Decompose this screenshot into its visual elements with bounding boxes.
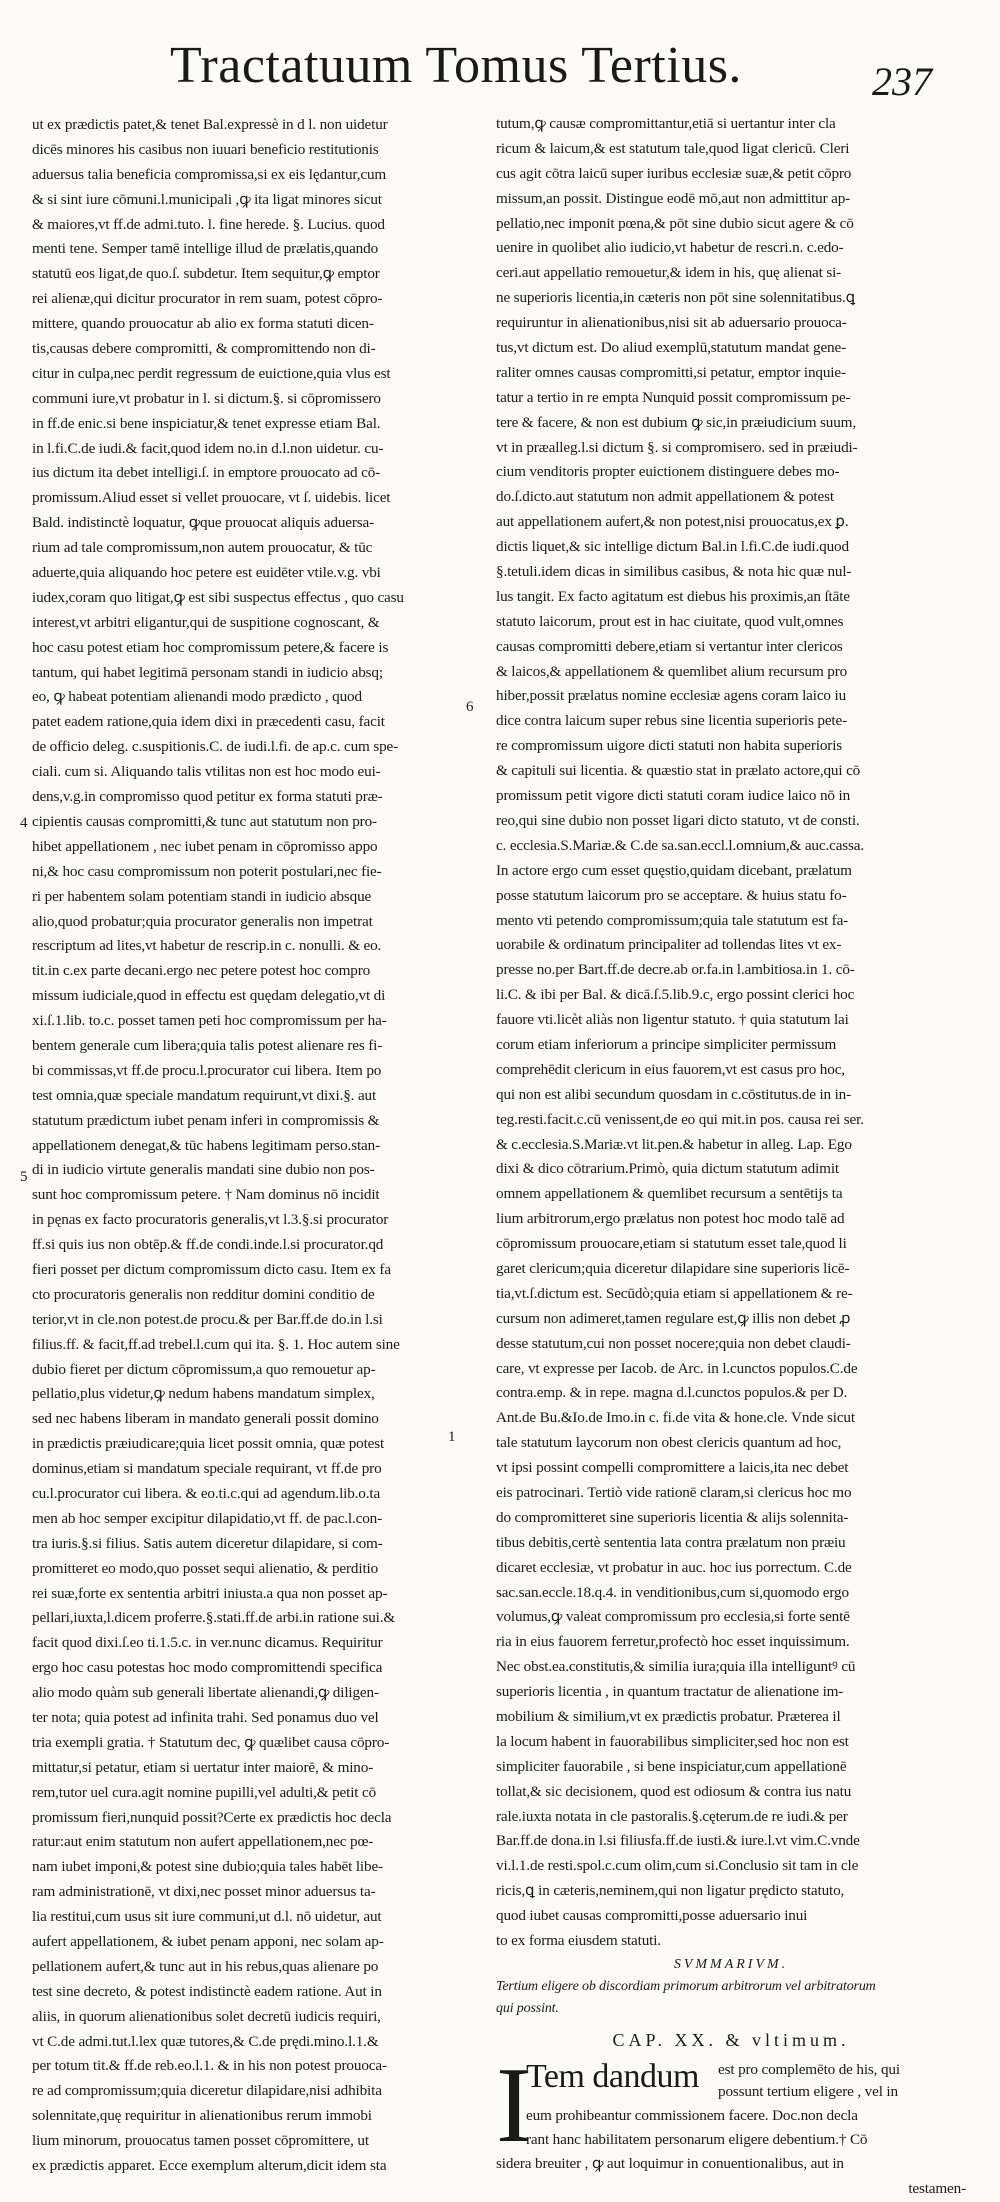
text-line: filius.ff. & facit,ff.ad trebel.l.cum qui ita. §. 1. Hoc autem sine bbox=[32, 1335, 400, 1353]
text-line: do compromitteret sine superioris licentia & alijs solennita- bbox=[496, 1508, 849, 1526]
text-line: citur in culpa,nec perdit regressum de euictione,quia vlus est bbox=[32, 364, 391, 382]
text-line: di in iudicio virtute generalis mandati sine dubio non pos- bbox=[32, 1161, 375, 1179]
text-line: tria exempli gratia. † Statutum dec, ꝙ quælibet causa cōpro- bbox=[32, 1733, 390, 1751]
text-line: tibus debitis,certè sententia lata contra prælatum non præiu bbox=[496, 1533, 846, 1551]
text-line: iudex,coram quo litigat,ꝙ est sibi suspectus effectus , quo casu bbox=[32, 588, 404, 606]
opening-line: rant hanc habilitatem personarum eligere debentium.† Cō bbox=[526, 2130, 868, 2148]
text-line: ex prædictis apparet. Ecce exemplum alterum,dicit idem sta bbox=[32, 2157, 387, 2175]
text-line: promissum fieri,nunquid possit?Certe ex prædictis hoc decla bbox=[32, 1808, 392, 1826]
text-line: requiruntur in alienationibus,nisi sit ab aduersario prouoca- bbox=[496, 314, 847, 332]
text-line: in l.fi.C.de iudi.& facit,quod idem no.in d.l.non uidetur. cu- bbox=[32, 439, 384, 457]
text-line: interest,vt arbitri eligantur,qui de suspitione cognoscant, & bbox=[32, 613, 380, 631]
text-line: menti tene. Semper tamē intellige illud de prælatis,quando bbox=[32, 240, 379, 258]
text-line: pellatio,nec imponit pœna,& pōt sine dubio sicut agere & cō bbox=[496, 214, 854, 232]
text-line: in pęnas ex facto procuratoris generalis,vt l.3.§.si procurator bbox=[32, 1211, 389, 1229]
text-line: & laicos,& appellationem & quemlibet alium recursum pro bbox=[496, 662, 848, 680]
text-line: rium ad tale compromissum,non autem prouocatur, & tūc bbox=[32, 539, 373, 557]
text-line: la locum habent in fauorabilibus simpliciter,sed hoc non est bbox=[496, 1732, 849, 1750]
text-line: c. ecclesia.S.Mariæ.& C.de sa.san.eccl.l.omnium,& auc.cassa. bbox=[496, 836, 865, 854]
text-line: aduerte,quia aliquando hoc petere est euidēter vtile.v.g. vbi bbox=[32, 564, 381, 582]
text-line: & maiores,vt ff.de admi.tuto. l. fine herede. §. Lucius. quod bbox=[32, 215, 385, 233]
text-line: eo, ꝙ habeat potentiam alienandi modo prædicto , quod bbox=[32, 688, 362, 706]
text-line: promitteret eo modo,quo posset sequi alienatio, & perditio bbox=[32, 1559, 379, 1577]
text-line: tale statutum laycorum non obest clericis quantum ad hoc, bbox=[496, 1434, 842, 1452]
text-line: Nec obst.ea.constitutis,& similia iura;quia illa intelliguntꝰ cū bbox=[496, 1658, 856, 1676]
text-line: raliter omnes causas compromitti,si petatur, emptor inquie- bbox=[496, 363, 846, 381]
text-line: bi commissas,vt ff.de procu.l.procurator cui libera. Item po bbox=[32, 1061, 382, 1079]
text-line: re ad compromissum;quia diceretur dilapidare,nisi adhibita bbox=[32, 2082, 382, 2100]
text-line: terior,vt in cle.non potest.de procu.& per Bar.ff.de do.in l.si bbox=[32, 1310, 383, 1328]
text-line: tit.in c.ex parte decani.ergo nec petere potest hoc compro bbox=[32, 962, 371, 980]
text-line: appellationem denegat,& tūc habens legitimam perso.stan- bbox=[32, 1136, 380, 1154]
text-line: bentem generale cum libera;quia talis potest alienare res fi- bbox=[32, 1036, 383, 1054]
text-line: aduersus talia beneficia compromissa,si ex eis lędantur,cum bbox=[32, 165, 387, 183]
text-line: rem,tutor uel cura.agit nomine pupilli,vel adulti,& petit cō bbox=[32, 1783, 377, 1801]
text-line: rale.iuxta notata in cle pastoralis.§.cęterum.de re iudi.& per bbox=[496, 1807, 848, 1825]
text-line: dicēs minores his casibus non iuuari beneficio restitutionis bbox=[32, 140, 379, 158]
text-line: dominus,etiam si mandatum speciale requirant, vt ff.de pro bbox=[32, 1460, 382, 1478]
text-line: tantum, qui habet legitimā personam standi in iudicio absq; bbox=[32, 663, 383, 681]
text-line: test sine decreto, & potest indistinctè eadem ratione. Aut in bbox=[32, 1982, 382, 2000]
text-line: cipientis causas compromitti,& tunc aut statutum non pro- bbox=[32, 812, 377, 830]
text-line: posse statutum laicorum pro se acceptare. & huius statu fo- bbox=[496, 886, 847, 904]
text-line: cto procuratoris generalis non redditur domini conditio de bbox=[32, 1285, 375, 1303]
text-line: quod iubet causas compromitti,posse aduersario inui bbox=[496, 1907, 808, 1925]
text-line: ria in eius fauorem ferretur,profectò hoc esset inquissimum. bbox=[496, 1633, 850, 1651]
text-line: sed nec habens liberam in mandato generali possit domino bbox=[32, 1410, 379, 1428]
summary-heading: SVMMARIVM. bbox=[673, 1956, 789, 1972]
text-line: tia,vt.ſ.dictum est. Secūdò;quia etiam si appellationem & re- bbox=[496, 1284, 853, 1302]
text-line: In actore ergo cum esset quęstio,quidam dicebant, prælatum bbox=[496, 861, 852, 879]
text-line: ut ex prædictis patet,& tenet Bal.expressè in d l. non uidetur bbox=[32, 116, 388, 133]
left-column bbox=[32, 113, 480, 2179]
text-line: vt ipsi possint compelli compromittere a laicis,ita nec debet bbox=[496, 1459, 849, 1477]
text-line: in ff.de enic.si bene inspiciatur,& tenet expresse etiam Bal. bbox=[32, 414, 381, 432]
text-line: ciali. cum si. Aliquando talis vtilitas non est hoc modo eui- bbox=[32, 763, 381, 781]
text-line: statuto laicorum, prout est in hac ciuitate, quod vult,omnes bbox=[496, 612, 844, 630]
opening-line: possunt tertium eligere , vel in bbox=[718, 2082, 898, 2100]
text-line: ratur:aut enim statutum non aufert appellationem,nec pœ- bbox=[32, 1833, 374, 1851]
text-line: de officio deleg. c.suspitionis.C. de iudi.l.fi. de ap.c. cum spe- bbox=[32, 738, 399, 756]
text-line: facit quod dixi.ſ.eo ti.1.5.c. in ver.nunc dicamus. Requiritur bbox=[32, 1634, 383, 1652]
text-line: ius dictum ita debet intelligi.ſ. in emptore prouocato ad cō- bbox=[32, 464, 381, 482]
text-line: contra.emp. & in repe. magna d.l.cunctos populos.& per D. bbox=[496, 1384, 848, 1402]
text-line: ff.si quis ius non obtēp.& ff.de condi.inde.l.si procurator.qd bbox=[32, 1236, 384, 1254]
text-line: ricum & laicum,& est statutum tale,quod ligat clericū. Cleri bbox=[496, 139, 850, 157]
text-line: mobilium & similium,vt ex prædictis probatur. Præterea il bbox=[496, 1708, 841, 1725]
text-line: mittere, quando prouocatur ab alio ex forma statuti dicen- bbox=[32, 315, 374, 333]
margin-number: 5 bbox=[20, 1169, 28, 1185]
text-line: missum iudiciale,quod in effectu est quędam delegatio,vt di bbox=[32, 987, 386, 1005]
text-line: tollat,& sic decisionem, quod est odiosum & contra ius natu bbox=[496, 1782, 852, 1800]
text-line: rei alienæ,qui dicitur procurator in rem suam, potest cōpro- bbox=[32, 290, 383, 308]
text-line: pellari,iuxta,l.dicem proferre.§.stati.ff.de arbi.in ratione sui.& bbox=[32, 1609, 396, 1627]
text-line: sunt hoc compromissum petere. † Nam dominus nō incidit bbox=[32, 1186, 380, 1204]
lead-word: Tem dandum bbox=[526, 2057, 699, 2095]
text-line: garet clericum;quia diceretur dilapidare sine superioris licē- bbox=[496, 1259, 850, 1277]
chapter-heading: CAP. XX. & vltimum. bbox=[612, 2029, 850, 2050]
drop-cap-initial: I bbox=[496, 2045, 532, 2165]
text-line: cus agit cōtra laicū super iuribus ecclesiæ suæ,& petit cōpro bbox=[496, 164, 852, 182]
text-line: per totum tit.& ff.de reb.eo.l.1. & in his non potest prouoca- bbox=[32, 2057, 387, 2075]
text-line: dice contra laicum super rebus sine licentia superioris pete- bbox=[496, 712, 847, 730]
text-line: reo,qui sine dubio non posset ligari dicto statuto, vt de consti. bbox=[496, 811, 860, 829]
text-line: desse statutum,cui non posset nocere;quia non debet claudi- bbox=[496, 1334, 851, 1352]
text-line: simpliciter fauorabile , si bene inspiciatur,cum appellationē bbox=[496, 1757, 847, 1775]
text-line: tutum,ꝙ causæ compromittantur,etiā si uertantur inter cla bbox=[496, 115, 836, 132]
text-line: superioris licentia , in quantum tractatur de alienatione im- bbox=[496, 1683, 844, 1701]
text-line: vt in præalleg.l.si dictum §. si compromisero. sed in præiudi- bbox=[496, 438, 858, 456]
text-line: xi.ſ.1.lib. to.c. posset tamen peti hoc compromissum per ha- bbox=[32, 1012, 387, 1030]
text-line: to ex forma eiusdem statuti. bbox=[496, 1932, 661, 1950]
margin-number: 4 bbox=[20, 815, 28, 831]
text-line: alio,quod probatur;quia procurator generalis non impetrat bbox=[32, 912, 373, 930]
text-line: & si sint iure cōmuni.l.municipali ,ꝙ ita ligat minores sicut bbox=[32, 190, 382, 208]
text-line: sidera breuiter , ꝙ aut loquimur in conuentionalibus, aut in bbox=[496, 2154, 844, 2172]
text-line: ni,& hoc casu compromissum non poterit postulari,nec fie- bbox=[32, 862, 382, 880]
opening-line: est pro complemēto de his, qui bbox=[718, 2060, 900, 2078]
opening-line: eum prohibeantur commissionem facere. Doc.non decla bbox=[526, 2106, 858, 2124]
text-line: tatur a tertio in re empta Nunquid possit compromissum pe- bbox=[496, 388, 851, 406]
text-line: tere & facere, & non est dubium ꝙ sic,in præiudicium suum, bbox=[496, 413, 856, 431]
text-line: & c.ecclesia.S.Mariæ.vt lit.pen.& habetur in alleg. Lap. Ego bbox=[496, 1135, 852, 1153]
text-line: pellatio,plus videtur,ꝙ nedum habens mandatum simplex, bbox=[32, 1385, 375, 1403]
text-line: ram administrationē, vt dixi,nec posset minor aduersus ta- bbox=[32, 1883, 376, 1901]
text-line: alio modo quàm sub generali libertate alienandi,ꝙ diligen- bbox=[32, 1684, 379, 1702]
margin-number: 1 bbox=[448, 1429, 456, 1445]
text-line: li.C. & ibi per Bal. & dicā.ſ.5.lib.9.c, ergo possint clerici hoc bbox=[496, 986, 855, 1004]
text-line: tra iuris.§.si filius. Satis autem diceretur dilapidare, si com- bbox=[32, 1534, 383, 1552]
text-line: ri per habentem solam potentiam standi in iudicio absque bbox=[32, 887, 372, 905]
text-line: ceri.aut appellatio remouetur,& idem in his, quę alienat si- bbox=[496, 264, 842, 282]
text-line: promissum.Aliud esset si vellet prouocare, vt ſ. uidebis. licet bbox=[32, 489, 391, 507]
text-line: omnem appellationem & quemlibet recursum a sentētijs ta bbox=[496, 1185, 843, 1203]
text-line: statutum prædictum iubet penam inferi in compromissis & bbox=[32, 1111, 380, 1129]
text-line: aut appellationem aufert,& non potest,nisi prouocatus,ex ꝑ. bbox=[496, 513, 849, 531]
text-line: tus,vt dictum est. Do aliud exemplū,statutum mandat gene- bbox=[496, 339, 846, 357]
text-line: teg.resti.facit.c.cū venissent,de eo qui mit.in pos. causa rei ser. bbox=[496, 1110, 864, 1128]
text-line: lium minorum, prouocatus tamen posset cōpromittere, ut bbox=[32, 2132, 369, 2150]
text-line: & capituli sui licentia. & quæstio stat in prælato actore,qui cō bbox=[496, 762, 861, 780]
text-line: test omnia,quæ speciale mandatum requirunt,vt dixi.§. aut bbox=[32, 1086, 377, 1104]
text-line: cu.l.procurator cui libera. & eo.ti.c.qui ad agendum.lib.o.ta bbox=[32, 1484, 381, 1502]
text-line: care, vt expresse per Iacob. de Arc. in l.cunctos populos.C.de bbox=[496, 1359, 858, 1377]
text-line: lus tangit. Ex facto agitatum est diebus his proximis,an ſtāte bbox=[496, 587, 850, 605]
text-line: lium arbitrorum,ergo prælatus non potest hoc modo talē ad bbox=[496, 1210, 845, 1228]
text-line: fauore vti.licèt aliàs non ligentur statuto. † quia statutum lai bbox=[496, 1011, 849, 1029]
text-line: qui non est alibi secundum quosdam in c.cōstitutus.de in in- bbox=[496, 1085, 852, 1103]
text-line: men ab hoc semper excipitur dilapidatio,vt ff. de pac.l.con- bbox=[32, 1509, 383, 1527]
text-line: ne superioris licentia,in cæteris non pōt sine solennitatibus.ꝗ bbox=[496, 289, 856, 307]
text-line: dictis liquet,& sic intellige dictum Bal.in l.fi.C.de iudi.quod bbox=[496, 538, 849, 556]
text-line: in prædictis præiudicare;quia licet possit omnia, quæ potest bbox=[32, 1435, 385, 1453]
summary-line: qui possint. bbox=[496, 2000, 559, 2016]
text-line: promissum petit vigore dicti statuti coram iudice laico nō in bbox=[496, 787, 851, 805]
text-line: hibet appellationem , nec iubet penam in cōpromisso appo bbox=[32, 837, 378, 855]
text-line: dixi & dico cōtrarium.Primò, quia dictum statutum adimit bbox=[496, 1160, 839, 1178]
text-line: dens,v.g.in compromisso quod petitur ex forma statuti præ- bbox=[32, 788, 383, 806]
text-line: Bar.ff.de dona.in l.si filiusfa.ff.de iusti.& iure.l.vt vim.C.vnde bbox=[496, 1832, 860, 1850]
text-line: hiber,possit prælatus nomine ecclesiæ agens coram laico iu bbox=[496, 687, 847, 705]
text-line: missum,an possit. Distingue eodē mō,aut non admittitur ap- bbox=[496, 189, 851, 207]
text-line: uorabile & ordinatum principaliter ad tollendas lites vt ex- bbox=[496, 936, 842, 954]
text-line: statutū eos ligat,de quo.ſ. subdetur. Item sequitur,ꝙ emptor bbox=[32, 265, 380, 283]
text-line: volumus,ꝙ valeat compromissum pro ecclesia,si forte sentē bbox=[496, 1608, 850, 1626]
text-line: re compromissum uigore dicti statuti non habita superioris bbox=[496, 737, 843, 755]
text-line: ergo hoc casu potestas hoc modo compromittendi specifica bbox=[32, 1659, 383, 1677]
margin-number: 6 bbox=[466, 699, 474, 715]
text-line: mittatur,si petatur, etiam si uertatur inter maiorē, & mino- bbox=[32, 1758, 374, 1776]
text-line: aufert appellationem, & iubet penam apponi, nec solam ap- bbox=[32, 1933, 384, 1951]
text-line: cium venditoris propter euictionem distinguere debes mo- bbox=[496, 463, 840, 481]
text-line: fieri posset per dictum compromissum dicto casu. Item ex fa bbox=[32, 1260, 391, 1278]
text-line: lia restitui,cum usus sit iure communi,ut d.l. nō uidetur, aut bbox=[32, 1908, 382, 1926]
text-line: Bald. indistinctè loquatur, ꝙque prouocat aliquis aduersa- bbox=[32, 514, 375, 532]
text-line: rescriptum ad lites,vt habetur de rescrip.in c. nonulli. & eo. bbox=[32, 937, 382, 955]
text-line: cursum non adimeret,tamen regulare est,ꝙ illis non debet ꝓ bbox=[496, 1309, 851, 1327]
text-line: hoc casu potest etiam hoc compromissum petere,& facere is bbox=[32, 638, 389, 656]
text-line: tis,causas debere compromitti, & compromittendo non di- bbox=[32, 340, 376, 358]
text-line: rei suæ,forte ex sententia arbitri iniusta.a qua non posset ap- bbox=[32, 1584, 388, 1602]
text-line: presse no.per Bart.ff.de decre.ab or.fa.in l.ambitiosa.in 1. cō- bbox=[496, 961, 855, 979]
text-line: mento vti petendo compromissum;quia tale statutum est fa- bbox=[496, 911, 849, 929]
summary-line: Tertium eligere ob discordiam primorum arbitrorum vel arbitratorum bbox=[496, 1978, 876, 1994]
text-line: cōpromissum prouocare,etiam si statutum esset tale,quod li bbox=[496, 1235, 847, 1253]
text-line: communi iure,vt probatur in l. si dictum.§. si cōpromissero bbox=[32, 389, 381, 407]
text-line: corum etiam inferiorum a principe simpliciter permissum bbox=[496, 1035, 837, 1053]
right-column bbox=[496, 112, 966, 2202]
text-line: comprehēdit clericum in eius fauorem,vt est casus pro hoc, bbox=[496, 1060, 845, 1078]
text-line: uenire in quolibet alio iudicio,vt habetur de rescri.n. c.edo- bbox=[496, 239, 844, 257]
running-title: Tractatuum Tomus Tertius. bbox=[170, 37, 742, 94]
text-line: nam iubet imponi,& potest sine dubio;quia tales habēt libe- bbox=[32, 1858, 383, 1876]
text-line: eis patrocinari. Tertiò vide rationē claram,si clericus hoc mo bbox=[496, 1483, 852, 1501]
text-line: aliis, in quorum alienationibus solet decretū iudicis requiri, bbox=[32, 2007, 381, 2025]
text-line: §.tetuli.idem dicas in similibus casibus, & nota hic quæ nul- bbox=[496, 563, 852, 581]
text-line: pellationem aufert,& tunc aut in his rebus,quas alienare po bbox=[32, 1957, 379, 1975]
text-line: dubio fieret per dictum cōpromissum,a quo remouetur ap- bbox=[32, 1360, 376, 1378]
text-line: patet eadem ratione,quia idem dixi in præcedenti casu, facit bbox=[32, 713, 385, 731]
text-line: vi.l.1.de resti.spol.c.cum olim,cum si.Conclusio sit tam in cle bbox=[496, 1857, 859, 1875]
text-line: do.ſ.dicto.aut statutum non admit appellationem & potest bbox=[496, 488, 834, 506]
text-line: ricis,ꝗ in cæteris,neminem,qui non ligatur prędicto statuto, bbox=[496, 1882, 845, 1900]
text-line: vt C.de admi.tut.l.lex quæ tutores,& C.de prędi.mino.l.1.& bbox=[32, 2032, 379, 2050]
text-line: sac.san.eccle.18.q.4. in venditionibus,cum si,quomodo ergo bbox=[496, 1583, 849, 1601]
text-line: dicaret ecclesiæ, vt probatur in auc. hoc ius porrectum. C.de bbox=[496, 1558, 852, 1576]
page-number: 237 bbox=[872, 59, 932, 104]
text-line: testamen- bbox=[908, 2179, 966, 2197]
text-line: causas compromitti debere,etiam si vertantur inter clericos bbox=[496, 637, 843, 655]
text-line: solennitate,quę requiritur in alienationibus rerum immobi bbox=[32, 2107, 372, 2125]
text-line: Ant.de Bu.&Io.de Imo.in c. fi.de vita & hone.cle. Vnde sicut bbox=[496, 1409, 855, 1427]
text-line: ter nota; quia potest ad infinita trahi. Sed ponamus duo vel bbox=[32, 1709, 379, 1726]
